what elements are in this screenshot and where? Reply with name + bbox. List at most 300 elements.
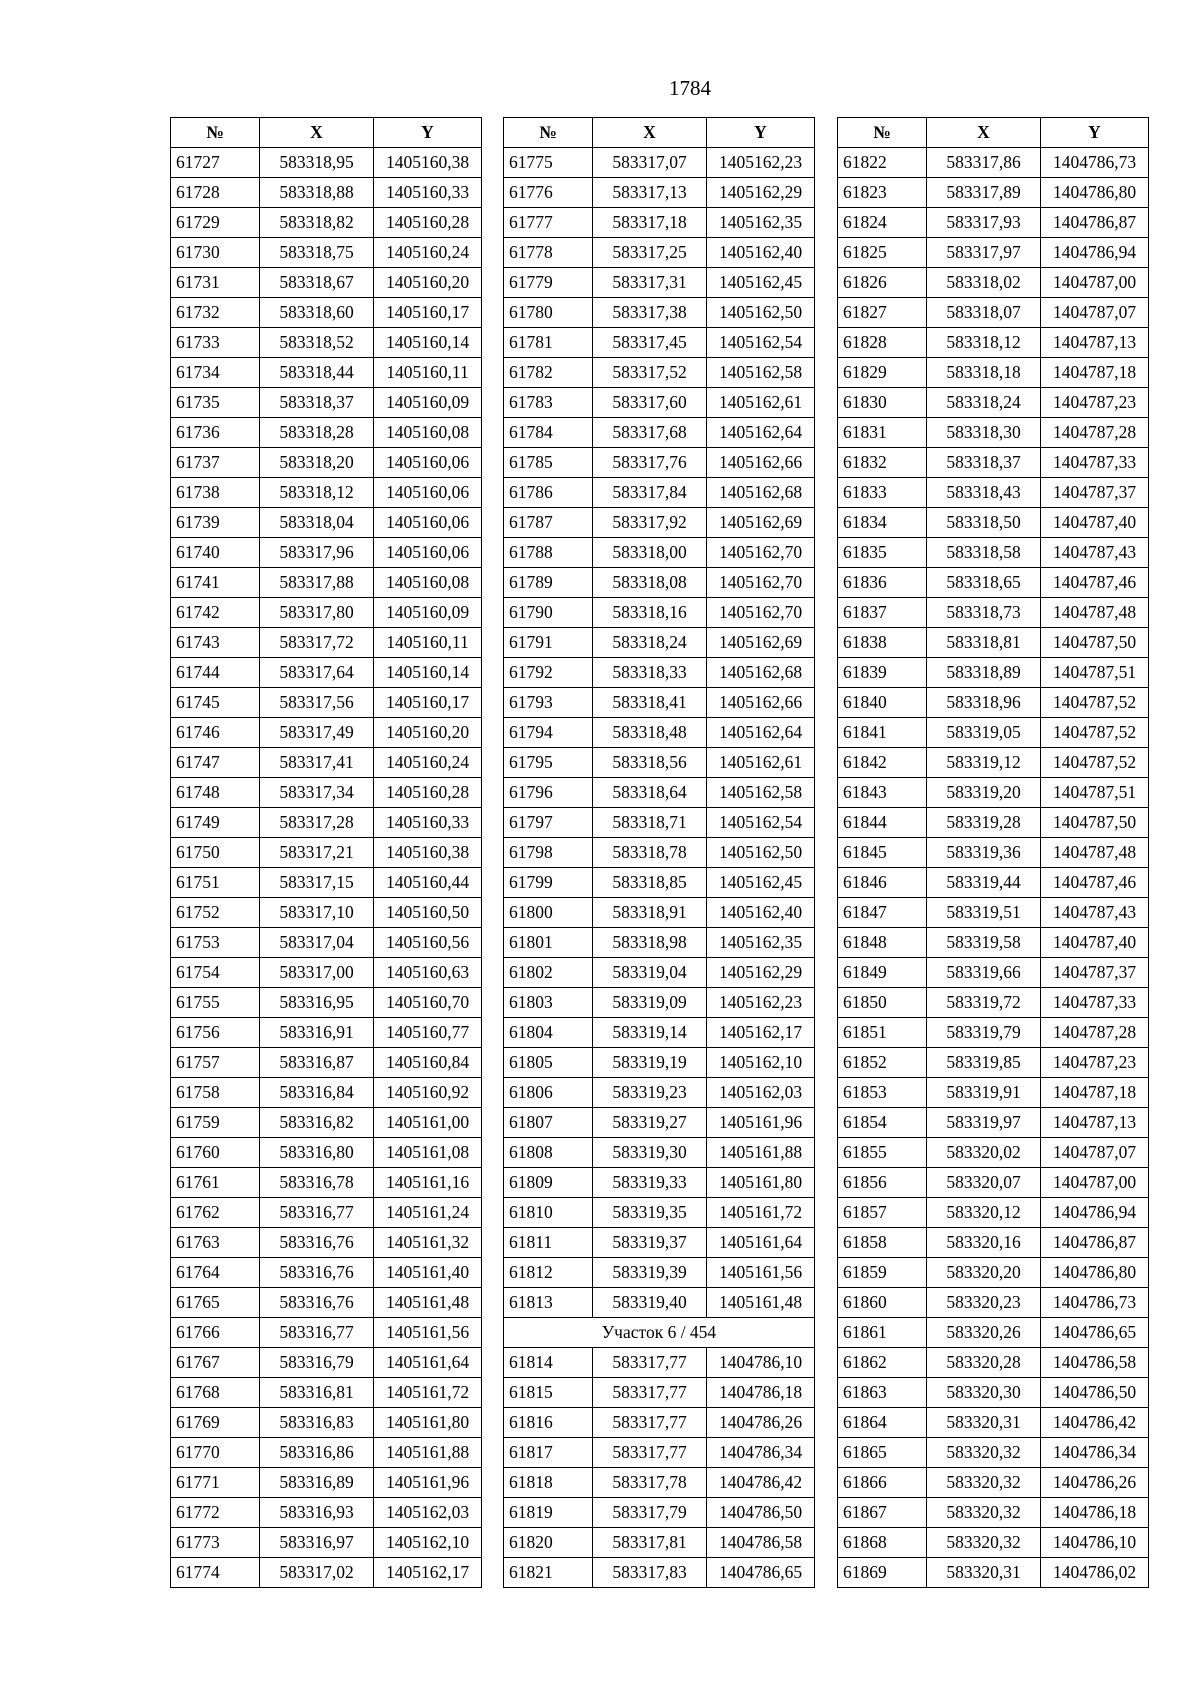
y-coordinate-cell: 1404787,23: [1041, 1048, 1149, 1078]
x-coordinate-cell: 583317,56: [260, 688, 374, 718]
point-number-cell: 61733: [171, 328, 260, 358]
section-row: [504, 1318, 815, 1348]
point-number-cell: 61825: [838, 238, 927, 268]
x-coordinate-cell: 583317,78: [593, 1468, 707, 1498]
y-coordinate-cell: 1405162,70: [707, 598, 815, 628]
table-row: [838, 1498, 1149, 1528]
y-coordinate-cell: 1405162,70: [707, 568, 815, 598]
x-coordinate-cell: 583319,05: [927, 718, 1041, 748]
x-coordinate-cell: 583319,39: [593, 1258, 707, 1288]
x-coordinate-cell: 583316,81: [260, 1378, 374, 1408]
y-coordinate-cell: 1405162,10: [707, 1048, 815, 1078]
point-number-cell: 61795: [504, 748, 593, 778]
x-coordinate-cell: 583317,04: [260, 928, 374, 958]
x-coordinate-cell: 583316,95: [260, 988, 374, 1018]
point-number-cell: 61824: [838, 208, 927, 238]
table-header-row: [838, 118, 1149, 148]
x-coordinate-cell: 583319,66: [927, 958, 1041, 988]
y-coordinate-cell: 1404786,02: [1041, 1558, 1149, 1588]
table-row: [838, 1198, 1149, 1228]
point-number-cell: 61784: [504, 418, 593, 448]
x-coordinate-cell: 583318,58: [927, 538, 1041, 568]
y-coordinate-cell: 1405161,32: [374, 1228, 482, 1258]
x-coordinate-cell: 583316,76: [260, 1228, 374, 1258]
point-number-cell: 61743: [171, 628, 260, 658]
table-row: [171, 1558, 482, 1588]
table-row: [171, 838, 482, 868]
table-row: [838, 868, 1149, 898]
point-number-cell: 61750: [171, 838, 260, 868]
point-number-cell: 61810: [504, 1198, 593, 1228]
table-row: [504, 1288, 815, 1318]
x-coordinate-cell: 583318,78: [593, 838, 707, 868]
y-coordinate-cell: 1405160,06: [374, 508, 482, 538]
table-row: [171, 688, 482, 718]
point-number-cell: 61742: [171, 598, 260, 628]
x-coordinate-cell: 583318,24: [593, 628, 707, 658]
x-coordinate-cell: 583320,02: [927, 1138, 1041, 1168]
x-coordinate-cell: 583318,37: [260, 388, 374, 418]
y-coordinate-cell: 1405162,61: [707, 748, 815, 778]
table-row: [504, 1438, 815, 1468]
x-coordinate-cell: 583317,25: [593, 238, 707, 268]
table-row: [838, 928, 1149, 958]
point-number-cell: 61781: [504, 328, 593, 358]
table-row: [838, 268, 1149, 298]
y-coordinate-cell: 1404786,58: [1041, 1348, 1149, 1378]
point-number-cell: 61849: [838, 958, 927, 988]
x-coordinate-cell: 583318,37: [927, 448, 1041, 478]
table-row: [504, 1468, 815, 1498]
y-coordinate-cell: 1404787,33: [1041, 988, 1149, 1018]
point-number-cell: 61854: [838, 1108, 927, 1138]
y-coordinate-cell: 1404786,65: [707, 1558, 815, 1588]
x-coordinate-cell: 583316,76: [260, 1288, 374, 1318]
x-coordinate-cell: 583317,15: [260, 868, 374, 898]
y-coordinate-cell: 1404786,10: [707, 1348, 815, 1378]
x-coordinate-cell: 583319,04: [593, 958, 707, 988]
y-coordinate-cell: 1404786,80: [1041, 178, 1149, 208]
y-coordinate-cell: 1405161,96: [707, 1108, 815, 1138]
x-coordinate-cell: 583318,33: [593, 658, 707, 688]
x-coordinate-cell: 583316,97: [260, 1528, 374, 1558]
point-number-cell: 61730: [171, 238, 260, 268]
point-number-cell: 61754: [171, 958, 260, 988]
x-coordinate-cell: 583318,24: [927, 388, 1041, 418]
x-coordinate-cell: 583318,56: [593, 748, 707, 778]
y-coordinate-cell: 1404787,50: [1041, 628, 1149, 658]
point-number-cell: 61734: [171, 358, 260, 388]
point-number-cell: 61845: [838, 838, 927, 868]
x-coordinate-cell: 583316,89: [260, 1468, 374, 1498]
point-number-cell: 61738: [171, 478, 260, 508]
x-coordinate-cell: 583316,83: [260, 1408, 374, 1438]
table-row: [838, 778, 1149, 808]
point-number-cell: 61804: [504, 1018, 593, 1048]
y-coordinate-cell: 1405160,92: [374, 1078, 482, 1108]
y-coordinate-cell: 1405162,45: [707, 268, 815, 298]
y-coordinate-cell: 1404786,26: [1041, 1468, 1149, 1498]
x-coordinate-cell: 583318,96: [927, 688, 1041, 718]
point-number-cell: 61783: [504, 388, 593, 418]
table-row: [504, 538, 815, 568]
table-row: [838, 358, 1149, 388]
y-coordinate-cell: 1405160,20: [374, 718, 482, 748]
x-coordinate-cell: 583320,26: [927, 1318, 1041, 1348]
y-coordinate-cell: 1405162,10: [374, 1528, 482, 1558]
y-coordinate-cell: 1404787,07: [1041, 1138, 1149, 1168]
y-coordinate-cell: 1404787,13: [1041, 1108, 1149, 1138]
x-coordinate-cell: 583318,85: [593, 868, 707, 898]
point-number-cell: 61868: [838, 1528, 927, 1558]
point-number-cell: 61803: [504, 988, 593, 1018]
y-coordinate-cell: 1405160,14: [374, 328, 482, 358]
table-row: [504, 1408, 815, 1438]
point-number-cell: 61811: [504, 1228, 593, 1258]
x-coordinate-cell: 583317,96: [260, 538, 374, 568]
x-coordinate-cell: 583319,37: [593, 1228, 707, 1258]
table-row: [171, 658, 482, 688]
point-number-cell: 61818: [504, 1468, 593, 1498]
point-number-cell: 61798: [504, 838, 593, 868]
y-coordinate-cell: 1404787,43: [1041, 898, 1149, 928]
x-coordinate-cell: 583319,35: [593, 1198, 707, 1228]
table-row: [171, 1408, 482, 1438]
y-coordinate-cell: 1404787,00: [1041, 268, 1149, 298]
table-row: [504, 448, 815, 478]
table-row: [838, 328, 1149, 358]
point-number-cell: 61757: [171, 1048, 260, 1078]
table-row: [171, 268, 482, 298]
point-number-cell: 61797: [504, 808, 593, 838]
point-number-cell: 61815: [504, 1378, 593, 1408]
point-number-cell: 61831: [838, 418, 927, 448]
table-row: [504, 358, 815, 388]
y-coordinate-cell: 1405161,56: [374, 1318, 482, 1348]
table-row: [171, 1078, 482, 1108]
table-row: [838, 838, 1149, 868]
x-coordinate-cell: 583318,81: [927, 628, 1041, 658]
y-coordinate-cell: 1405162,70: [707, 538, 815, 568]
y-coordinate-cell: 1405161,16: [374, 1168, 482, 1198]
point-number-cell: 61812: [504, 1258, 593, 1288]
table-row: [171, 1048, 482, 1078]
x-coordinate-cell: 583319,33: [593, 1168, 707, 1198]
table-row: [504, 328, 815, 358]
point-number-cell: 61770: [171, 1438, 260, 1468]
table-row: [838, 1348, 1149, 1378]
coordinates-table-2: [503, 117, 815, 1588]
table-row: [504, 238, 815, 268]
table-row: [838, 1228, 1149, 1258]
table-row: [504, 688, 815, 718]
point-number-cell: 61745: [171, 688, 260, 718]
table-row: [838, 718, 1149, 748]
table-row: [504, 928, 815, 958]
point-number-cell: 61819: [504, 1498, 593, 1528]
point-number-cell: 61799: [504, 868, 593, 898]
point-number-cell: 61731: [171, 268, 260, 298]
header-x: X: [593, 118, 707, 148]
table-row: [838, 658, 1149, 688]
table-body: [171, 148, 482, 1588]
y-coordinate-cell: 1405162,58: [707, 358, 815, 388]
y-coordinate-cell: 1404786,34: [707, 1438, 815, 1468]
y-coordinate-cell: 1404786,80: [1041, 1258, 1149, 1288]
table-row: [838, 388, 1149, 418]
point-number-cell: 61749: [171, 808, 260, 838]
y-coordinate-cell: 1405162,54: [707, 808, 815, 838]
y-coordinate-cell: 1405161,80: [374, 1408, 482, 1438]
point-number-cell: 61855: [838, 1138, 927, 1168]
point-number-cell: 61829: [838, 358, 927, 388]
y-coordinate-cell: 1405161,96: [374, 1468, 482, 1498]
point-number-cell: 61789: [504, 568, 593, 598]
table-row: [171, 1108, 482, 1138]
point-number-cell: 61794: [504, 718, 593, 748]
x-coordinate-cell: 583318,88: [260, 178, 374, 208]
x-coordinate-cell: 583319,58: [927, 928, 1041, 958]
point-number-cell: 61852: [838, 1048, 927, 1078]
x-coordinate-cell: 583320,23: [927, 1288, 1041, 1318]
y-coordinate-cell: 1404787,46: [1041, 868, 1149, 898]
y-coordinate-cell: 1405162,17: [374, 1558, 482, 1588]
table-row: [838, 418, 1149, 448]
table-row: [504, 1498, 815, 1528]
y-coordinate-cell: 1404787,40: [1041, 508, 1149, 538]
point-number-cell: 61773: [171, 1528, 260, 1558]
table-row: [171, 298, 482, 328]
table-row: [838, 688, 1149, 718]
x-coordinate-cell: 583316,82: [260, 1108, 374, 1138]
point-number-cell: 61807: [504, 1108, 593, 1138]
point-number-cell: 61759: [171, 1108, 260, 1138]
point-number-cell: 61848: [838, 928, 927, 958]
y-coordinate-cell: 1405161,00: [374, 1108, 482, 1138]
table-row: [838, 208, 1149, 238]
x-coordinate-cell: 583316,84: [260, 1078, 374, 1108]
x-coordinate-cell: 583320,12: [927, 1198, 1041, 1228]
point-number-cell: 61837: [838, 598, 927, 628]
y-coordinate-cell: 1404787,13: [1041, 328, 1149, 358]
x-coordinate-cell: 583319,72: [927, 988, 1041, 1018]
point-number-cell: 61839: [838, 658, 927, 688]
x-coordinate-cell: 583317,81: [593, 1528, 707, 1558]
x-coordinate-cell: 583318,08: [593, 568, 707, 598]
x-coordinate-cell: 583318,02: [927, 268, 1041, 298]
x-coordinate-cell: 583320,31: [927, 1558, 1041, 1588]
y-coordinate-cell: 1405160,38: [374, 148, 482, 178]
y-coordinate-cell: 1405162,17: [707, 1018, 815, 1048]
point-number-cell: 61763: [171, 1228, 260, 1258]
header-x: X: [260, 118, 374, 148]
y-coordinate-cell: 1405160,56: [374, 928, 482, 958]
table-row: [171, 328, 482, 358]
table-row: [504, 838, 815, 868]
table-row: [504, 1198, 815, 1228]
point-number-cell: 61765: [171, 1288, 260, 1318]
table-row: [504, 1078, 815, 1108]
point-number-cell: 61736: [171, 418, 260, 448]
point-number-cell: 61805: [504, 1048, 593, 1078]
point-number-cell: 61863: [838, 1378, 927, 1408]
point-number-cell: 61833: [838, 478, 927, 508]
point-number-cell: 61822: [838, 148, 927, 178]
point-number-cell: 61814: [504, 1348, 593, 1378]
table-row: [171, 988, 482, 1018]
y-coordinate-cell: 1405160,24: [374, 748, 482, 778]
y-coordinate-cell: 1404787,48: [1041, 598, 1149, 628]
y-coordinate-cell: 1404786,58: [707, 1528, 815, 1558]
point-number-cell: 61826: [838, 268, 927, 298]
x-coordinate-cell: 583317,07: [593, 148, 707, 178]
x-coordinate-cell: 583316,79: [260, 1348, 374, 1378]
y-coordinate-cell: 1404787,51: [1041, 658, 1149, 688]
table-row: [838, 1318, 1149, 1348]
y-coordinate-cell: 1405160,44: [374, 868, 482, 898]
header-number: №: [504, 118, 593, 148]
y-coordinate-cell: 1405162,66: [707, 688, 815, 718]
y-coordinate-cell: 1405162,68: [707, 658, 815, 688]
y-coordinate-cell: 1405161,64: [374, 1348, 482, 1378]
y-coordinate-cell: 1405160,84: [374, 1048, 482, 1078]
y-coordinate-cell: 1405162,54: [707, 328, 815, 358]
x-coordinate-cell: 583316,91: [260, 1018, 374, 1048]
y-coordinate-cell: 1404786,42: [1041, 1408, 1149, 1438]
table-row: [171, 718, 482, 748]
point-number-cell: 61775: [504, 148, 593, 178]
point-number-cell: 61791: [504, 628, 593, 658]
point-number-cell: 61790: [504, 598, 593, 628]
y-coordinate-cell: 1404787,43: [1041, 538, 1149, 568]
y-coordinate-cell: 1405160,28: [374, 778, 482, 808]
header-y: Y: [374, 118, 482, 148]
table-row: [171, 928, 482, 958]
x-coordinate-cell: 583317,34: [260, 778, 374, 808]
point-number-cell: 61800: [504, 898, 593, 928]
y-coordinate-cell: 1404787,37: [1041, 958, 1149, 988]
x-coordinate-cell: 583318,98: [593, 928, 707, 958]
x-coordinate-cell: 583318,60: [260, 298, 374, 328]
table-row: [838, 988, 1149, 1018]
table-row: [171, 898, 482, 928]
x-coordinate-cell: 583319,79: [927, 1018, 1041, 1048]
x-coordinate-cell: 583317,89: [927, 178, 1041, 208]
y-coordinate-cell: 1404787,00: [1041, 1168, 1149, 1198]
point-number-cell: 61761: [171, 1168, 260, 1198]
table-row: [504, 1348, 815, 1378]
y-coordinate-cell: 1405160,28: [374, 208, 482, 238]
table-row: [171, 1318, 482, 1348]
point-number-cell: 61842: [838, 748, 927, 778]
table-row: [504, 808, 815, 838]
point-number-cell: 61787: [504, 508, 593, 538]
table-row: [504, 418, 815, 448]
table-row: [838, 538, 1149, 568]
header-x: X: [927, 118, 1041, 148]
section-label: Участок 6 / 454: [504, 1318, 815, 1348]
table-row: [838, 478, 1149, 508]
coordinates-table-3: [837, 117, 1149, 1588]
y-coordinate-cell: 1405162,35: [707, 928, 815, 958]
x-coordinate-cell: 583317,72: [260, 628, 374, 658]
point-number-cell: 61737: [171, 448, 260, 478]
table-header-row: [504, 118, 815, 148]
y-coordinate-cell: 1405162,03: [707, 1078, 815, 1108]
table-row: [504, 508, 815, 538]
point-number-cell: 61769: [171, 1408, 260, 1438]
y-coordinate-cell: 1405162,68: [707, 478, 815, 508]
x-coordinate-cell: 583317,38: [593, 298, 707, 328]
point-number-cell: 61860: [838, 1288, 927, 1318]
x-coordinate-cell: 583316,93: [260, 1498, 374, 1528]
table-row: [838, 178, 1149, 208]
table-row: [838, 628, 1149, 658]
table-row: [171, 178, 482, 208]
table-row: [838, 508, 1149, 538]
x-coordinate-cell: 583317,77: [593, 1348, 707, 1378]
table-row: [838, 808, 1149, 838]
x-coordinate-cell: 583319,20: [927, 778, 1041, 808]
y-coordinate-cell: 1405161,72: [707, 1198, 815, 1228]
x-coordinate-cell: 583319,36: [927, 838, 1041, 868]
table-row: [171, 448, 482, 478]
table-row: [171, 1228, 482, 1258]
point-number-cell: 61766: [171, 1318, 260, 1348]
y-coordinate-cell: 1405160,24: [374, 238, 482, 268]
table-row: [504, 1138, 815, 1168]
table-row: [838, 1108, 1149, 1138]
point-number-cell: 61856: [838, 1168, 927, 1198]
x-coordinate-cell: 583318,28: [260, 418, 374, 448]
table-header-row: [171, 118, 482, 148]
x-coordinate-cell: 583317,45: [593, 328, 707, 358]
y-coordinate-cell: 1405162,69: [707, 628, 815, 658]
x-coordinate-cell: 583317,21: [260, 838, 374, 868]
point-number-cell: 61728: [171, 178, 260, 208]
y-coordinate-cell: 1404787,18: [1041, 1078, 1149, 1108]
table-row: [504, 388, 815, 418]
table-row: [838, 1528, 1149, 1558]
point-number-cell: 61843: [838, 778, 927, 808]
y-coordinate-cell: 1404786,18: [707, 1378, 815, 1408]
y-coordinate-cell: 1404787,37: [1041, 478, 1149, 508]
y-coordinate-cell: 1404786,34: [1041, 1438, 1149, 1468]
table-row: [171, 1018, 482, 1048]
y-coordinate-cell: 1405162,23: [707, 988, 815, 1018]
table-row: [504, 718, 815, 748]
y-coordinate-cell: 1404786,50: [1041, 1378, 1149, 1408]
table-row: [171, 538, 482, 568]
point-number-cell: 61752: [171, 898, 260, 928]
table-row: [171, 148, 482, 178]
x-coordinate-cell: 583317,10: [260, 898, 374, 928]
point-number-cell: 61767: [171, 1348, 260, 1378]
table-row: [171, 1528, 482, 1558]
table-row: [838, 958, 1149, 988]
table-row: [171, 958, 482, 988]
y-coordinate-cell: 1404786,87: [1041, 1228, 1149, 1258]
point-number-cell: 61756: [171, 1018, 260, 1048]
x-coordinate-cell: 583319,97: [927, 1108, 1041, 1138]
table-row: [171, 628, 482, 658]
table-row: [504, 178, 815, 208]
table-row: [504, 1018, 815, 1048]
table-row: [171, 1198, 482, 1228]
table-row: [171, 1258, 482, 1288]
y-coordinate-cell: 1405161,64: [707, 1228, 815, 1258]
y-coordinate-cell: 1405160,08: [374, 418, 482, 448]
